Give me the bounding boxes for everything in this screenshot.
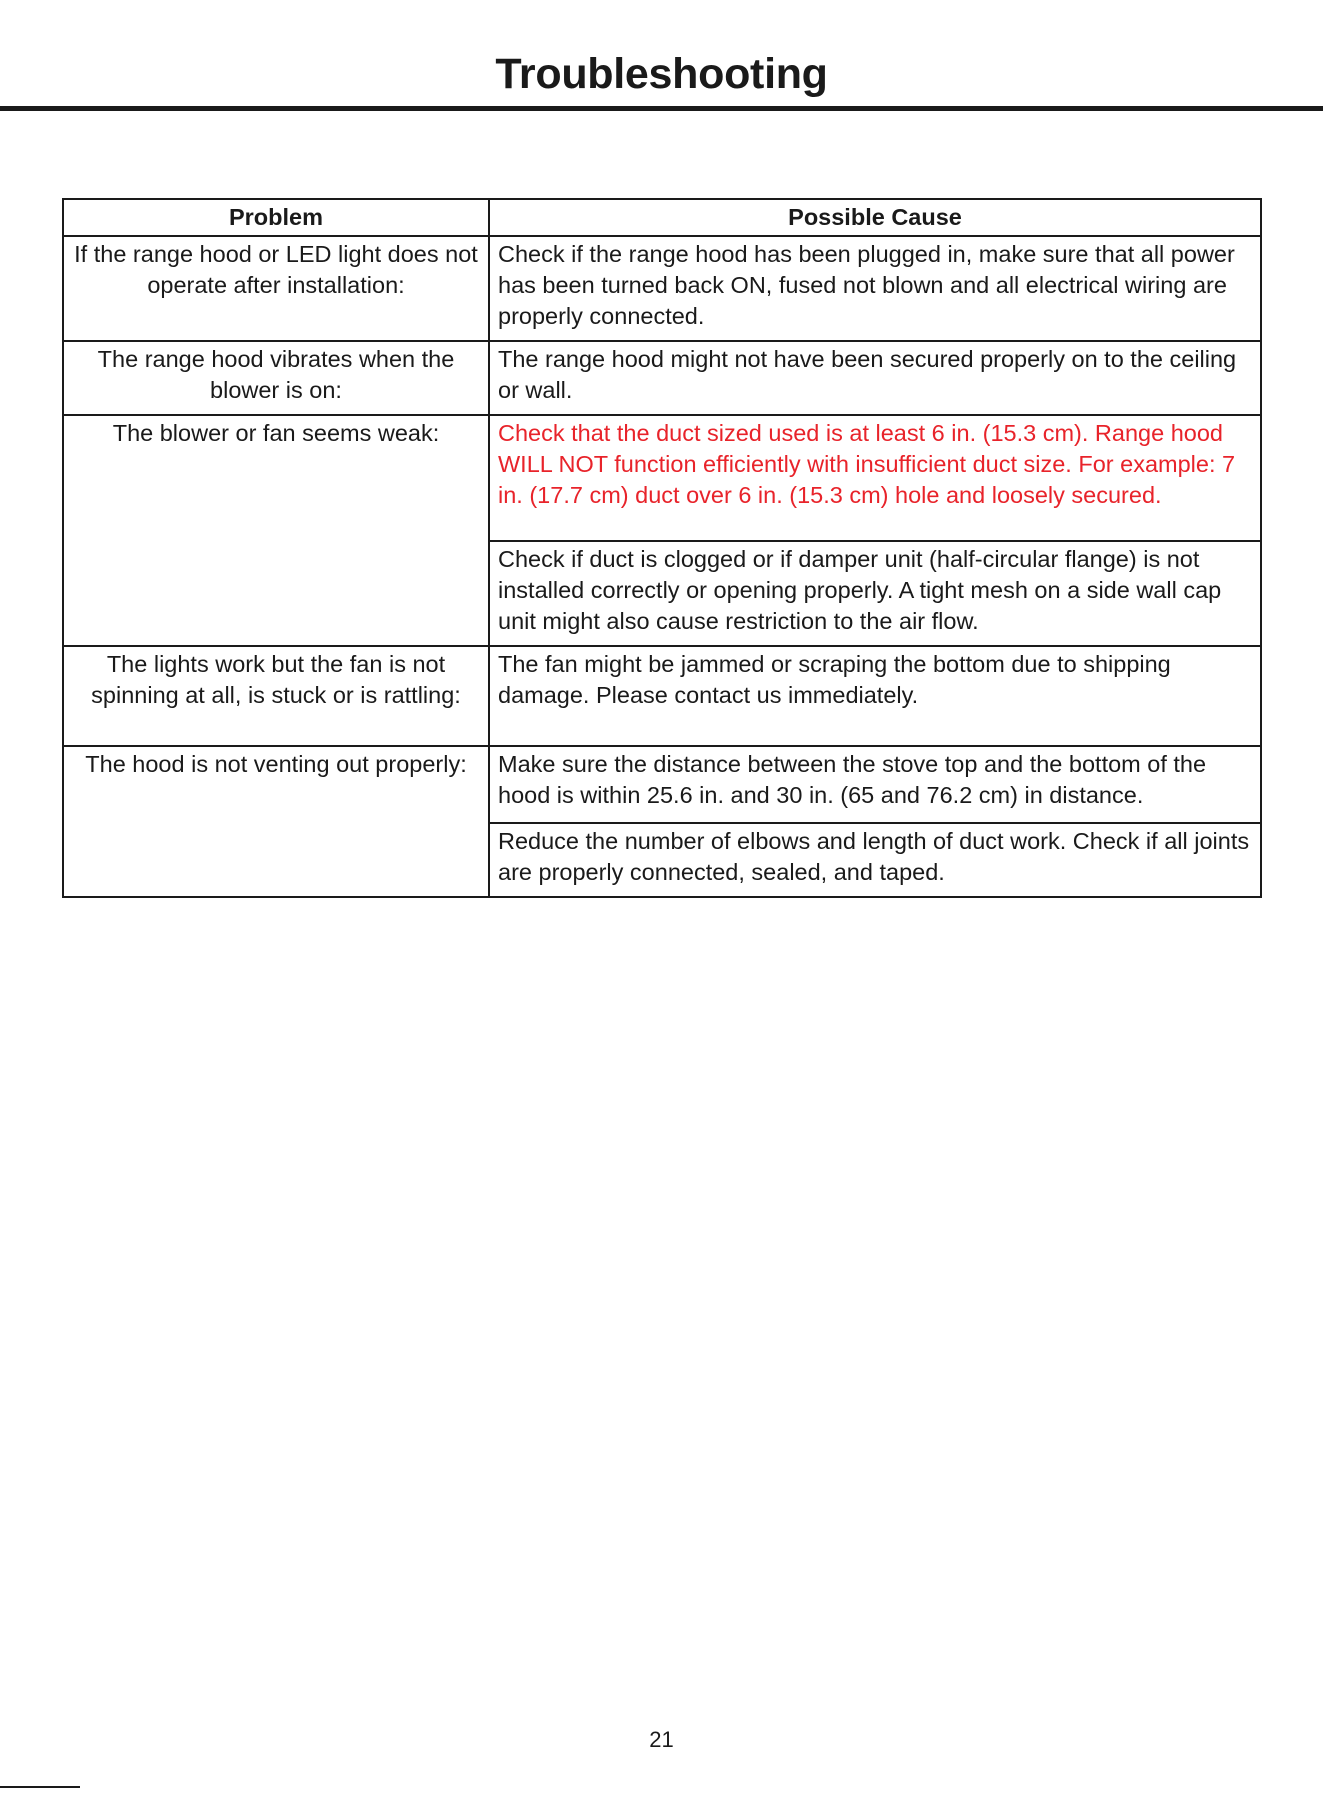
page-number: 21 xyxy=(649,1727,674,1752)
table-row xyxy=(63,341,1261,415)
cause-cell: The range hood might not have been secured properly on to the ceiling or wall. xyxy=(489,341,1261,415)
header-problem: Problem xyxy=(63,199,489,236)
warning-cause-cell: Check that the duct sized used is at least 6 in. (15.3 cm). Range hood WILL NOT function efficiently with insufficient duct size. For example: 7 in. (17.7 cm) duct over 6 in. (15.3 cm) hole and loosely secured. xyxy=(489,415,1261,541)
table-row xyxy=(63,236,1261,341)
cause-cell: Check if duct is clogged or if damper unit (half-circular flange) is not installed correctly or opening properly. A tight mesh on a side wall cap unit might also cause restriction to the air flow. xyxy=(489,541,1261,646)
problem-cell: The lights work but the fan is not spinning at all, is stuck or is rattling: xyxy=(63,646,489,746)
cause-cell: The fan might be jammed or scraping the bottom due to shipping damage. Please contact us immediately. xyxy=(489,646,1261,746)
problem-cell: If the range hood or LED light does not operate after installation: xyxy=(63,236,489,341)
cause-cell: Make sure the distance between the stove top and the bottom of the hood is within 25.6 in. and 30 in. (65 and 76.2 cm) in distance. xyxy=(489,746,1261,823)
table-row xyxy=(63,646,1261,746)
problem-cell: The blower or fan seems weak: xyxy=(63,415,489,646)
problem-cell: The hood is not venting out properly: xyxy=(63,746,489,897)
corner-mark xyxy=(0,1786,80,1788)
problem-cell: The range hood vibrates when the blower is on: xyxy=(63,341,489,415)
cause-cell: Reduce the number of elbows and length of duct work. Check if all joints are properly connected, sealed, and taped. xyxy=(489,823,1261,897)
table-row xyxy=(63,746,1261,823)
table-header-row xyxy=(63,199,1261,236)
cause-cell: Check if the range hood has been plugged in, make sure that all power has been turned back ON, fused not blown and all electrical wiring are properly connected. xyxy=(489,236,1261,341)
troubleshooting-table xyxy=(62,198,1262,898)
title-divider xyxy=(0,106,1323,111)
header-possible-cause: Possible Cause xyxy=(489,199,1261,236)
table-row xyxy=(63,415,1261,541)
page-title: Troubleshooting xyxy=(495,50,828,98)
